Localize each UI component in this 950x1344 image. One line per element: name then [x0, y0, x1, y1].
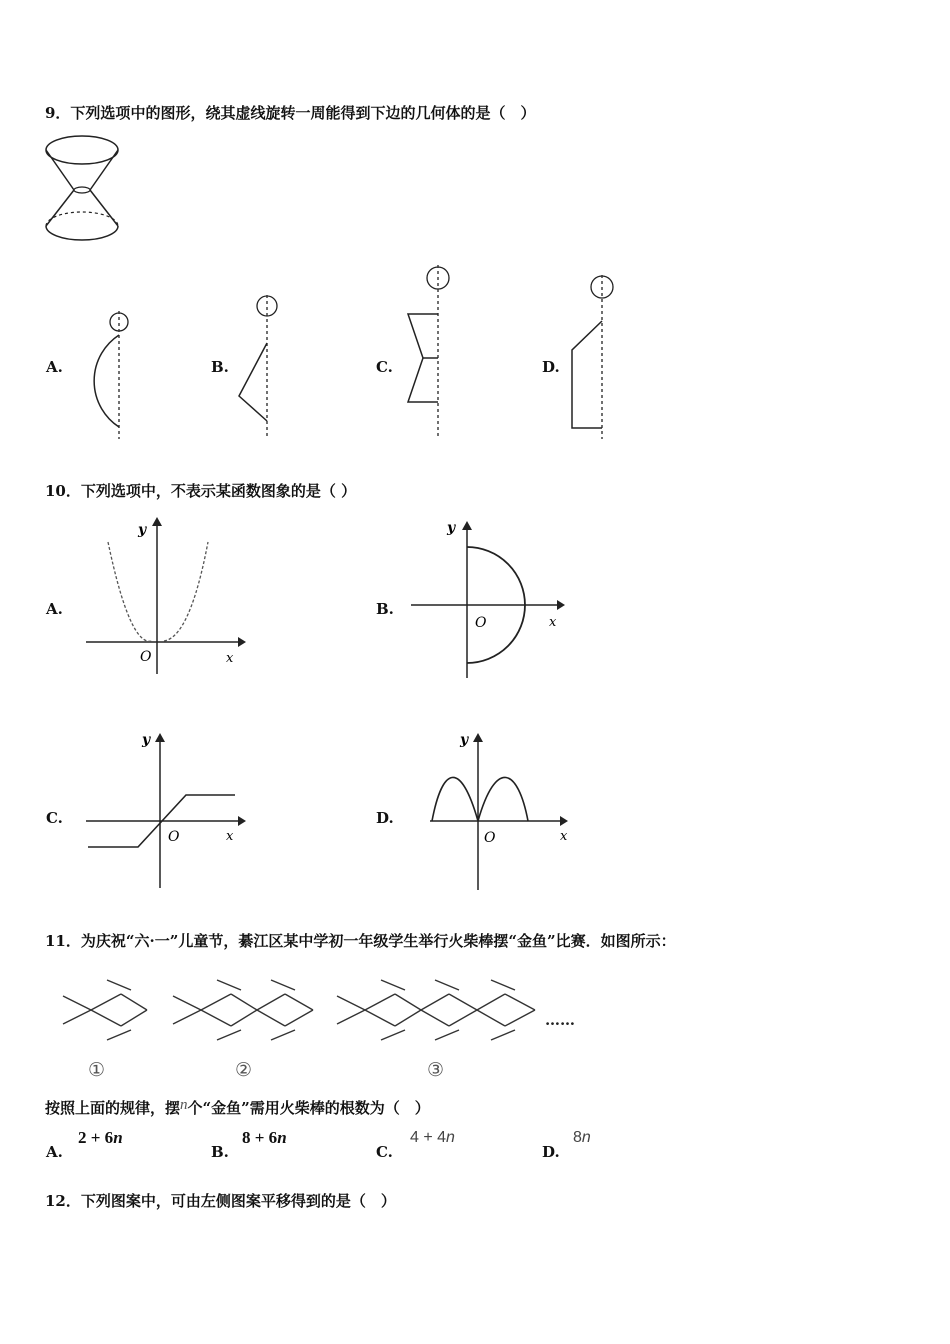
q9-solid-figure [40, 130, 130, 245]
q11-rule-var: n [180, 1097, 188, 1113]
q10a-x-label: x [226, 651, 234, 666]
q10c-origin-label: O [168, 829, 180, 845]
q10c-y-label: y [142, 732, 151, 748]
q9-option-a-label: A. [46, 358, 63, 376]
q11-option-d-const: 8 [573, 1129, 582, 1146]
q11-option-c-var: n [446, 1129, 455, 1146]
fish-ellipsis: …… [545, 1011, 575, 1029]
q11-option-b-label: B. [211, 1143, 229, 1161]
fish-figure-3 [337, 980, 535, 1040]
q11-stem: 11．为庆祝“六·一”儿童节，綦江区某中学初一年级学生举行火柴棒摆“金鱼”比赛．如图所示： [45, 932, 676, 950]
q9-option-d-label: D. [542, 358, 560, 376]
fish-label-1: ① [88, 1059, 106, 1081]
q12-stem: 12．下列图案中，可由左侧图案平移得到的是（ ） [45, 1192, 396, 1210]
q11-rule [45, 1097, 430, 1118]
q10d-x-label: x [560, 829, 568, 844]
q10b-origin-label: O [475, 615, 487, 631]
q11-fish-figures [55, 968, 595, 1083]
q11-rule-post: 个“金鱼”需用火柴棒的根数为（ ） [187, 1099, 430, 1117]
q10a-origin-label: O [140, 649, 152, 665]
q9-option-b-label: B. [211, 358, 229, 376]
q10b-x-label: x [549, 615, 557, 630]
q10d-origin-label: O [484, 830, 496, 846]
q9-option-c-figure[interactable] [398, 263, 458, 443]
fish-figure-1 [63, 980, 147, 1040]
q10-stem: 10．下列选项中，不表示某函数图象的是（ ） [45, 482, 357, 500]
q10d-y-label: y [460, 732, 469, 748]
q10-option-c-graph[interactable] [80, 728, 250, 893]
q11-rule-pre: 按照上面的规律，摆 [45, 1099, 181, 1117]
q11-option-a-var: n [113, 1128, 123, 1147]
q11-option-c-const: 4 + 4 [410, 1129, 447, 1146]
q10-option-a-graph[interactable] [80, 512, 250, 677]
q10-option-d-graph[interactable] [420, 728, 580, 893]
q10-option-a-label: A. [46, 600, 63, 618]
q11-option-b-var: n [277, 1128, 287, 1147]
q11-option-b-expr[interactable] [242, 1128, 287, 1148]
q11-option-c-expr[interactable] [410, 1129, 455, 1147]
q10-option-b-graph[interactable] [405, 512, 575, 682]
q10-option-b-label: B. [376, 600, 394, 618]
q10-option-c-label: C. [46, 809, 63, 827]
q10b-y-label: y [447, 520, 456, 536]
q9-stem: 9．下列选项中的图形，绕其虚线旋转一周能得到下边的几何体的是（ ） [45, 104, 536, 122]
q9-option-b-figure[interactable] [230, 293, 290, 443]
q11-option-c-label: C. [376, 1143, 393, 1161]
fish-label-2: ② [235, 1059, 253, 1081]
fish-label-3: ③ [427, 1059, 445, 1081]
q9-option-c-label: C. [376, 358, 393, 376]
q9-option-a-figure[interactable] [70, 305, 140, 445]
q11-option-d-label: D. [542, 1143, 560, 1161]
q10a-y-label: y [138, 522, 147, 538]
q9-option-d-figure[interactable] [565, 273, 625, 443]
q10-option-d-label: D. [376, 809, 394, 827]
fish-figure-2 [173, 980, 313, 1040]
q11-option-a-expr[interactable] [78, 1128, 123, 1148]
q10c-x-label: x [226, 829, 234, 844]
q11-option-d-var: n [581, 1129, 591, 1146]
q11-option-b-const: 8 + 6 [242, 1128, 278, 1147]
q11-option-a-const: 2 + 6 [78, 1128, 114, 1147]
q11-option-a-label: A. [46, 1143, 63, 1161]
q11-option-d-expr[interactable] [573, 1129, 591, 1147]
